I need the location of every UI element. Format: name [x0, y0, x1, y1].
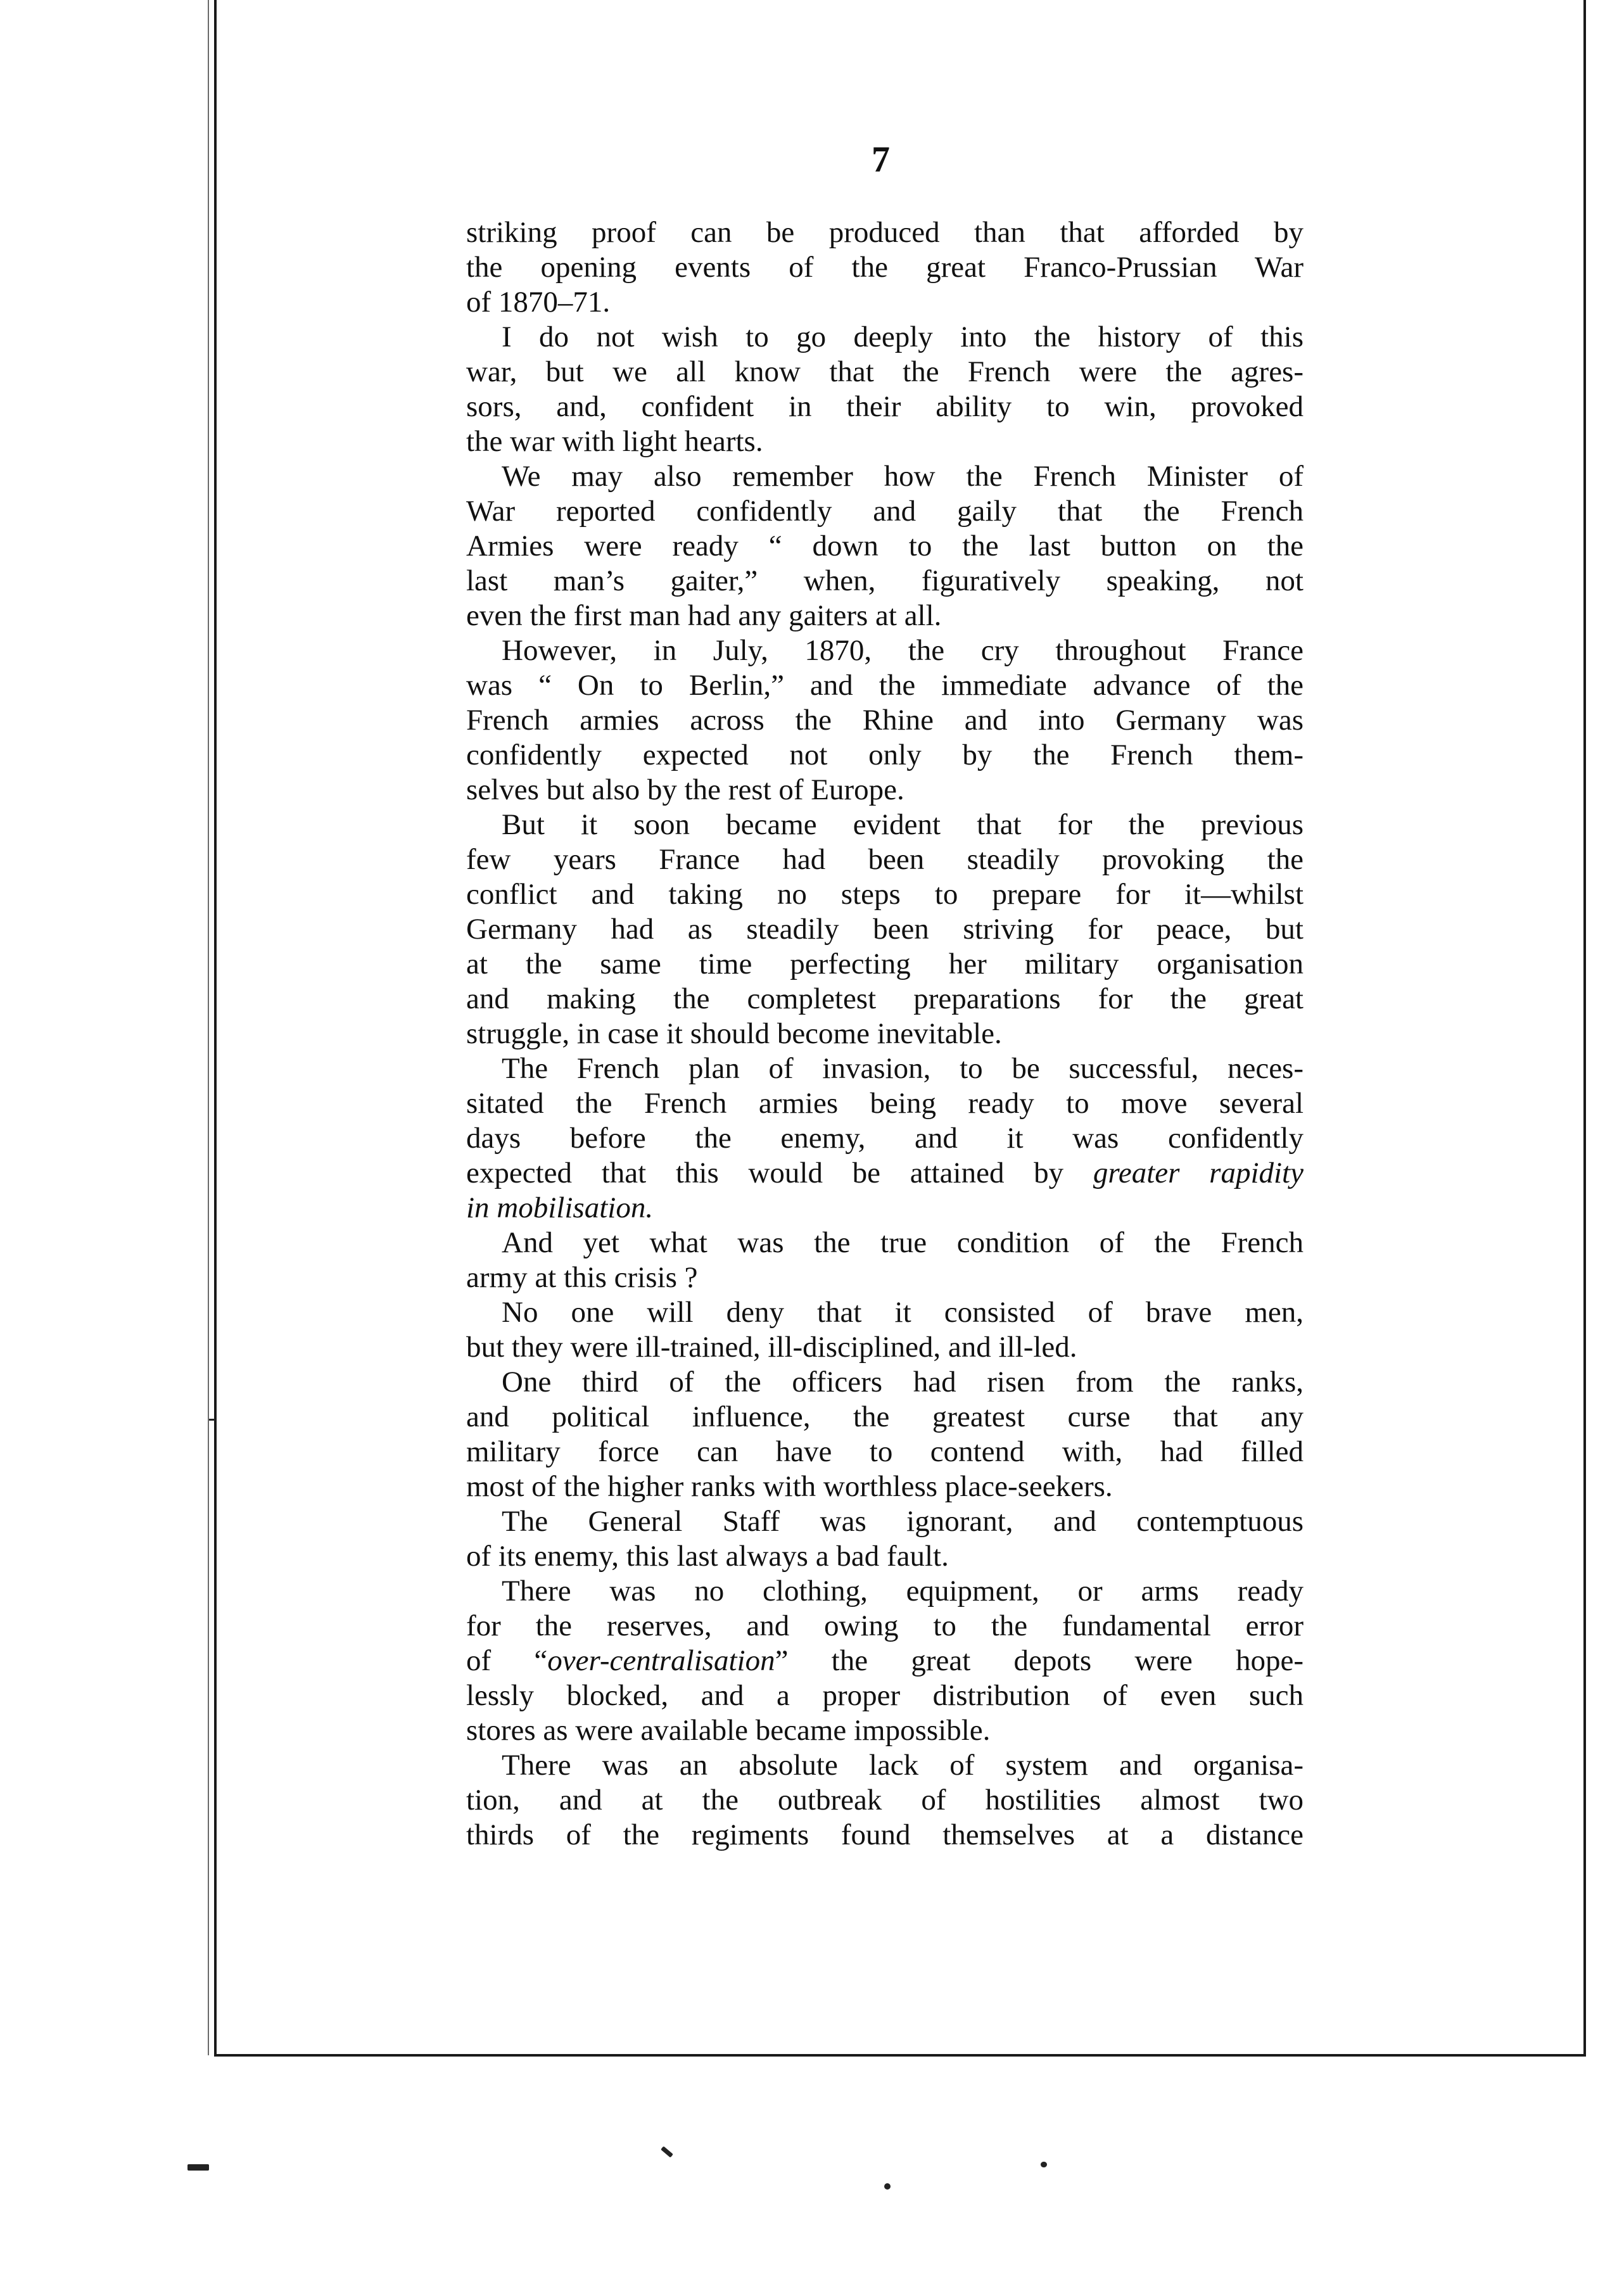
text-line-roman: struggle, in case it should become inevitable. — [466, 1017, 1002, 1050]
text-line — [466, 285, 1304, 320]
text-line — [466, 320, 1304, 355]
text-line — [466, 529, 1304, 564]
text-line-roman: War reported confidently and gaily that the French — [466, 495, 1304, 528]
text-line-roman: I do not wish to go deeply into the history of this — [502, 320, 1304, 353]
text-line-roman: We may also remember how the French Minister of — [502, 460, 1304, 493]
text-line-roman: French armies across the Rhine and into Germany was — [466, 704, 1304, 737]
text-line — [466, 982, 1304, 1017]
text-line-roman: One third of the officers had risen from the ranks, — [502, 1366, 1304, 1398]
text-line-roman: days before the enemy, and it was confidently — [466, 1122, 1304, 1155]
text-line — [466, 1156, 1304, 1191]
page-edge-shadow — [208, 0, 209, 2055]
text-line-roman: army at this crisis ? — [466, 1261, 698, 1294]
text-line-roman: war, but we all know that the French were the agres- — [466, 355, 1304, 388]
text-line — [466, 564, 1304, 599]
text-line — [466, 1051, 1304, 1086]
text-line-roman: sors, and, confident in their ability to win, provoked — [466, 390, 1304, 423]
text-line — [466, 1539, 1304, 1574]
page-number: 7 — [872, 139, 890, 180]
text-line-roman: No one will deny that it consisted of brave men, — [502, 1296, 1304, 1329]
text-line-roman: expected that this would be attained by — [466, 1157, 1093, 1189]
text-line-roman: last man’s gaiter,” when, figuratively speaking, not — [466, 564, 1304, 597]
text-line — [466, 1260, 1304, 1295]
text-line — [466, 250, 1304, 285]
body-text — [466, 215, 1304, 1853]
text-line-roman: military force can have to contend with, had filled — [466, 1435, 1304, 1468]
text-line — [466, 1330, 1304, 1365]
text-line-roman: Armies were ready “ down to the last button on the — [466, 529, 1304, 562]
text-line-tail: ” the great depots were hope- — [775, 1644, 1304, 1677]
text-line — [466, 1086, 1304, 1121]
text-line — [466, 808, 1304, 842]
text-line-roman: Germany had as steadily been striving for peace, but — [466, 913, 1304, 946]
text-line-roman: few years France had been steadily provoking the — [466, 843, 1304, 876]
text-line-roman: sitated the French armies being ready to move several — [466, 1087, 1304, 1120]
text-line-roman: There was no clothing, equipment, or arms ready — [502, 1575, 1304, 1607]
text-line-roman: striking proof can be produced than that afforded by — [466, 216, 1304, 249]
text-line-roman: the opening events of the great Franco-Prussian War — [466, 251, 1304, 284]
text-line — [466, 1226, 1304, 1260]
text-line-roman: confidently expected not only by the French them- — [466, 739, 1304, 771]
text-line-roman: selves but also by the rest of Europe. — [466, 773, 904, 806]
scan-smudge — [661, 2146, 673, 2157]
text-line — [466, 1469, 1304, 1504]
text-line-roman: stores as were available became impossible. — [466, 1714, 991, 1747]
text-line — [466, 599, 1304, 633]
text-line-roman: was “ On to Berlin,” and the immediate advance of the — [466, 669, 1304, 702]
page-edge-bottom — [214, 2054, 1586, 2057]
text-line-roman: There was an absolute lack of system and organisa- — [502, 1749, 1304, 1782]
text-line — [466, 1678, 1304, 1713]
text-line — [466, 1644, 1304, 1678]
text-line-italic: in mobilisation. — [466, 1191, 654, 1224]
text-line — [466, 1191, 1304, 1226]
text-line-roman: thirds of the regiments found themselves at a distance — [466, 1818, 1304, 1851]
text-line-roman: conflict and taking no steps to prepare for it—whilst — [466, 878, 1304, 911]
text-line-roman: but they were ill-trained, ill-disciplined, and ill-led. — [466, 1331, 1077, 1364]
text-line-roman: However, in July, 1870, the cry throughout France — [502, 634, 1304, 667]
text-line — [466, 1713, 1304, 1748]
text-line-roman: and political influence, the greatest curse that any — [466, 1400, 1304, 1433]
text-line-roman: most of the higher ranks with worthless place-seekers. — [466, 1470, 1113, 1503]
text-line — [466, 494, 1304, 529]
text-line-roman: The French plan of invasion, to be successful, neces- — [502, 1052, 1304, 1085]
page-edge-left — [214, 0, 217, 2055]
text-line-roman: at the same time perfecting her military organisation — [466, 948, 1304, 980]
text-line — [466, 215, 1304, 250]
text-line — [466, 424, 1304, 459]
text-line — [466, 1017, 1304, 1051]
text-line — [466, 703, 1304, 738]
text-line — [466, 1818, 1304, 1853]
text-line — [466, 1365, 1304, 1400]
text-line-roman: and making the completest preparations for the great — [466, 982, 1304, 1015]
text-line — [466, 390, 1304, 424]
text-line-roman: of “ — [466, 1644, 548, 1677]
text-line — [466, 1609, 1304, 1644]
page-edge-right — [1583, 0, 1586, 2055]
text-line — [466, 947, 1304, 982]
text-line — [466, 1400, 1304, 1435]
text-line — [466, 842, 1304, 877]
scan-smudge — [884, 2183, 891, 2190]
text-line — [466, 877, 1304, 912]
text-line — [466, 1435, 1304, 1469]
text-line — [466, 355, 1304, 390]
text-line-roman: And yet what was the true condition of the French — [502, 1226, 1304, 1259]
scan-smudge — [1041, 2162, 1047, 2167]
text-line — [466, 773, 1304, 808]
text-line — [466, 668, 1304, 703]
text-line — [466, 738, 1304, 773]
text-line — [466, 1783, 1304, 1818]
text-line-roman: The General Staff was ignorant, and contemptuous — [502, 1505, 1304, 1538]
scan-smudge — [187, 2164, 209, 2171]
text-line-roman: of 1870–71. — [466, 286, 611, 319]
text-line — [466, 1121, 1304, 1156]
text-line-roman: lessly blocked, and a proper distribution of even such — [466, 1679, 1304, 1712]
margin-mark — [209, 1419, 215, 1421]
text-line — [466, 1748, 1304, 1783]
text-line-roman: But it soon became evident that for the previous — [502, 808, 1304, 841]
text-line — [466, 459, 1304, 494]
text-line-roman: tion, and at the outbreak of hostilities almost two — [466, 1784, 1304, 1817]
text-line — [466, 633, 1304, 668]
text-line-roman: of its enemy, this last always a bad fault. — [466, 1540, 949, 1573]
text-line-italic: greater rapidity — [1093, 1157, 1304, 1189]
text-line-italic: over-centralisation — [547, 1644, 775, 1677]
text-line-roman: for the reserves, and owing to the fundamental error — [466, 1609, 1304, 1642]
text-line-roman: the war with light hearts. — [466, 425, 763, 458]
text-line-roman: even the first man had any gaiters at all. — [466, 599, 942, 632]
text-line — [466, 912, 1304, 947]
text-line — [466, 1295, 1304, 1330]
text-line — [466, 1574, 1304, 1609]
text-line — [466, 1504, 1304, 1539]
